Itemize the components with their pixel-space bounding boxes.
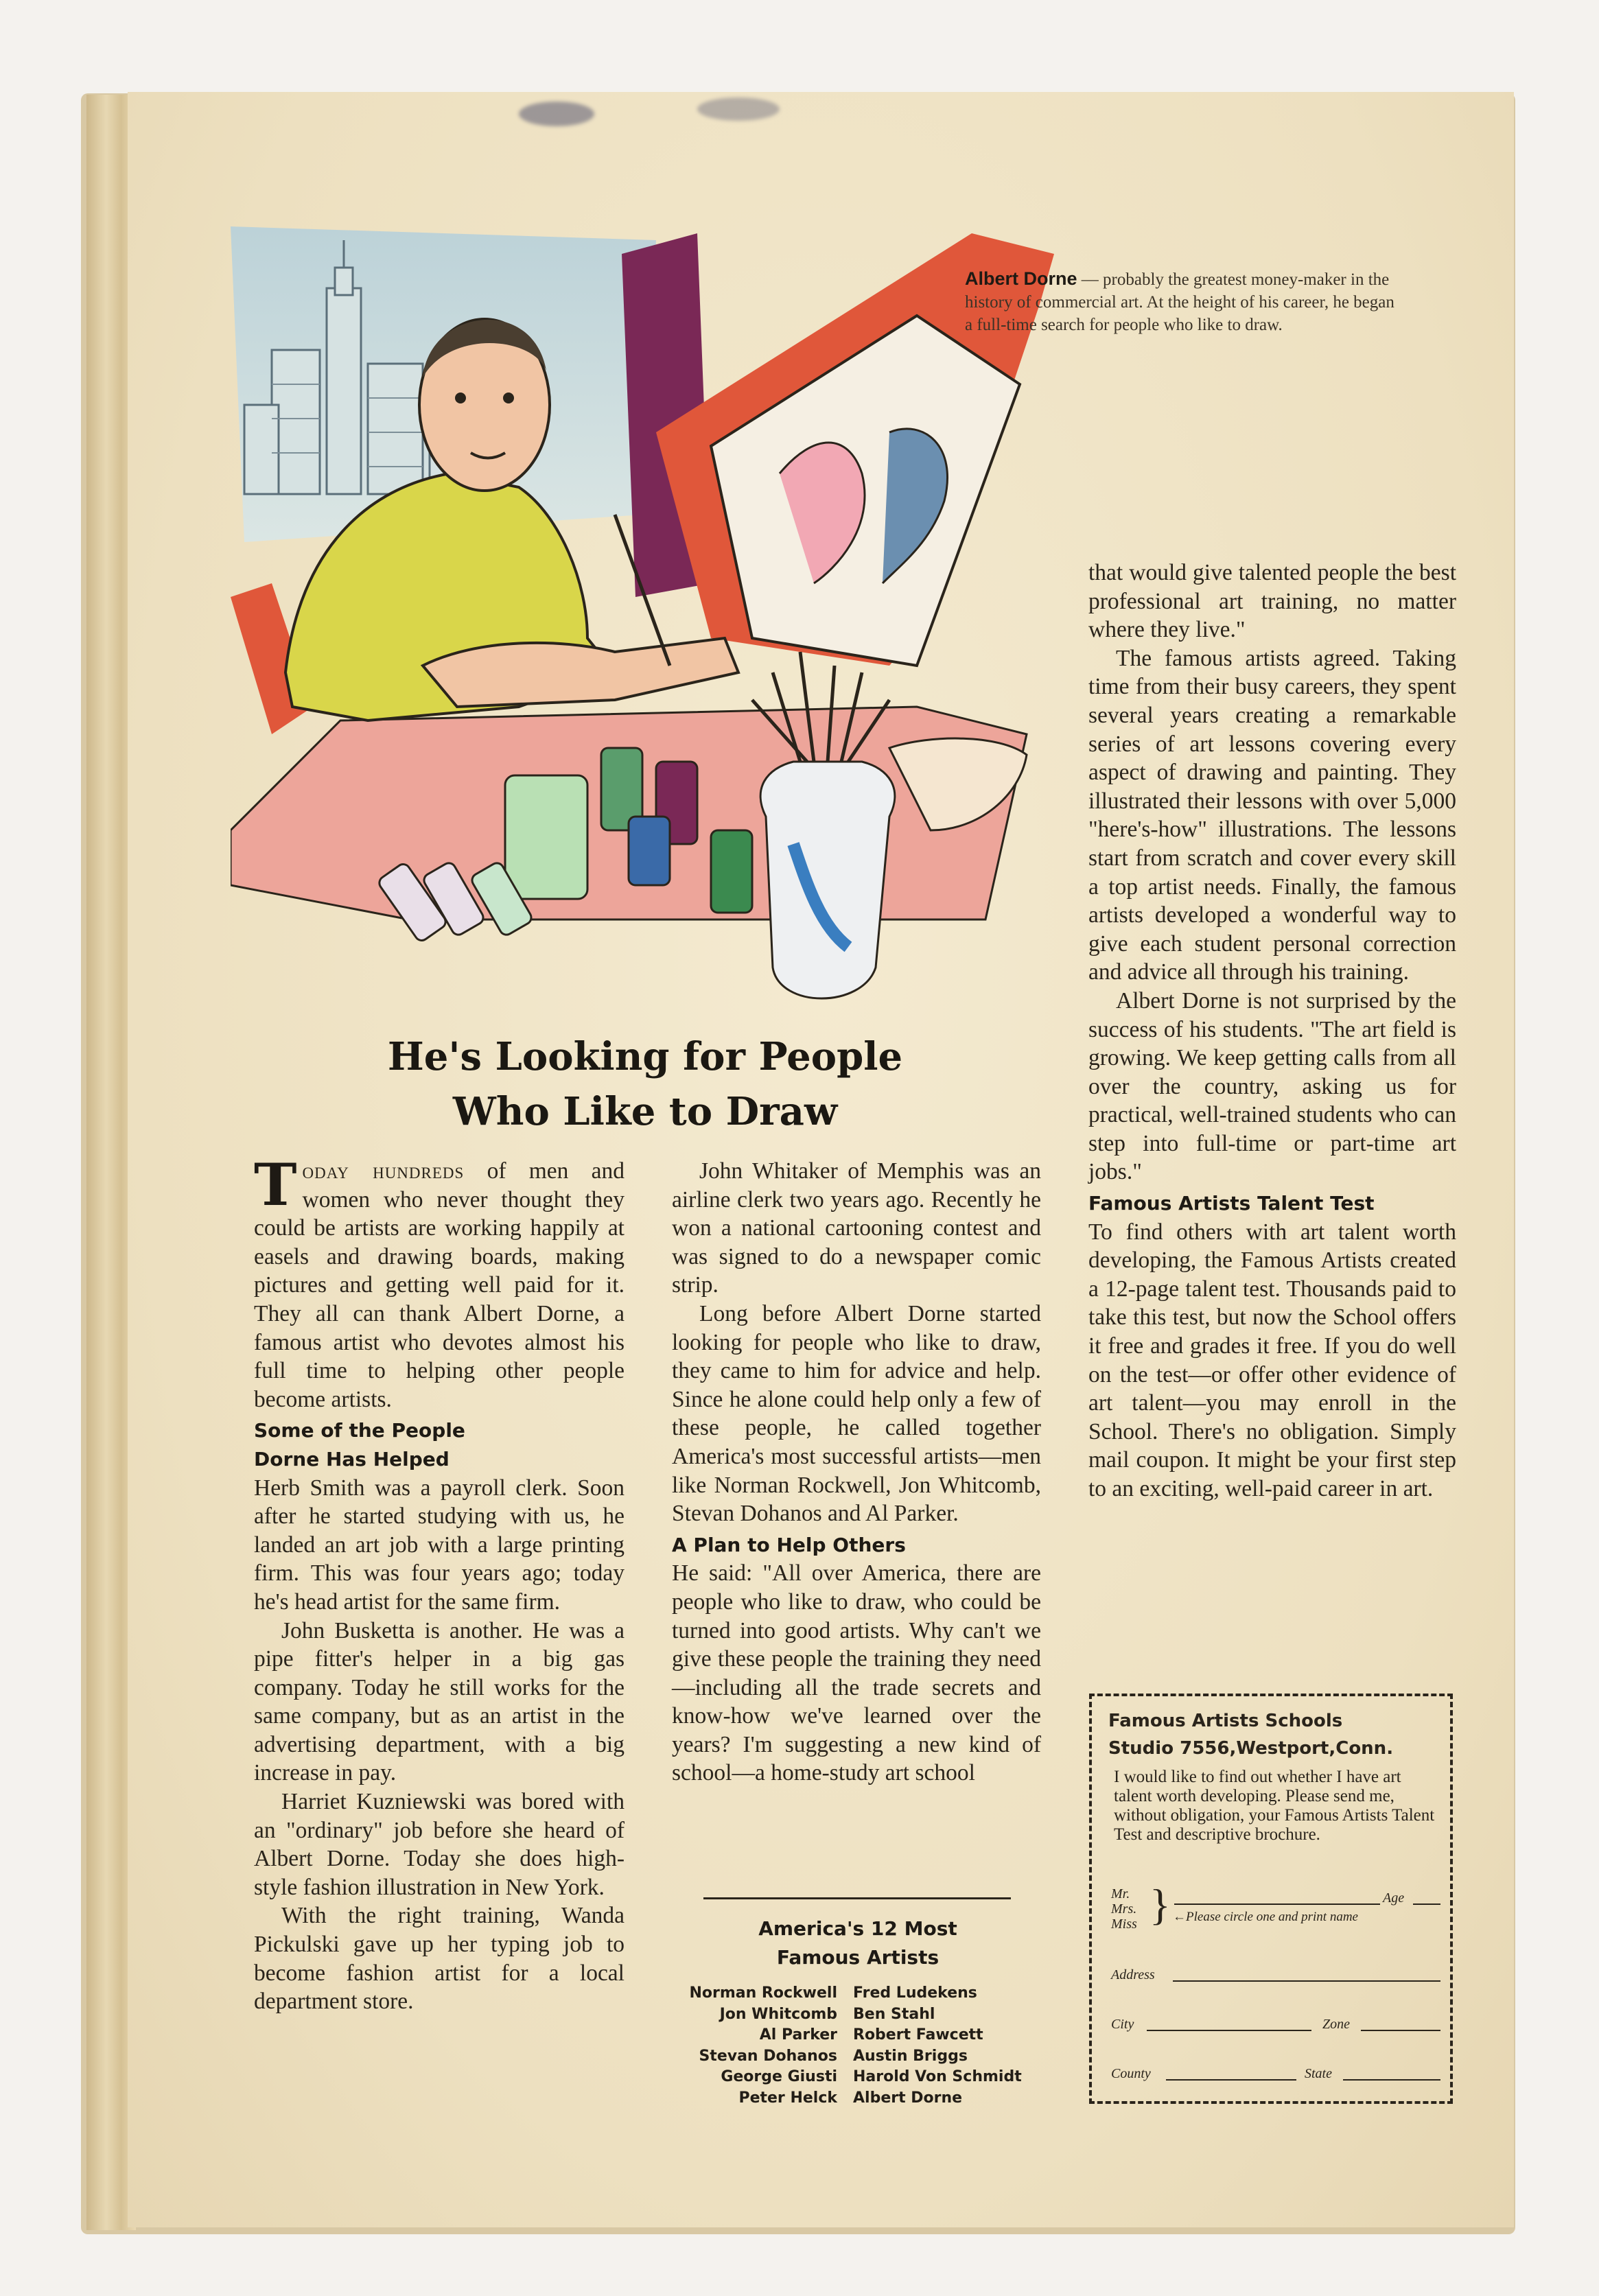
- paragraph: Long before Albert Dorne started looking for people who like to draw, they came to him for advice and help. Since he alone could help only a few of these people, he called together America's most successful artists—men like Norman Rockwell, Jon Whitcomb, Stevan Dohanos and Al Parker.: [672, 1300, 1041, 1527]
- paragraph: To find others with art talent worth developing, the Famous Artists created a 12-page talent test. Thousands paid to take this test, but now the School offers it free and grades it free. If you do well on the test—or offer other evidence of art talent—you may enroll in the School. There's no obligation. Simply mail coupon. It might be your first step to an exciting, well-paid career in art.: [1088, 1219, 1456, 1501]
- man-eye-right: [503, 393, 514, 403]
- article-column-3: [1088, 559, 1456, 1503]
- lead-paragraph: [254, 1151, 625, 1414]
- subhead-people-helped-2: Dorne Has Helped: [254, 1447, 450, 1471]
- subhead-talent-test: Famous Artists Talent Test: [1088, 1192, 1375, 1215]
- caption-name: Albert Dorne: [965, 268, 1077, 289]
- artist-name: Stevan Dohanos: [699, 2047, 837, 2065]
- lead-small-caps: oday hundreds: [302, 1158, 465, 1184]
- paragraph: Herb Smith was a payroll clerk. Soon after he started studying with us, he landed an art job with a large printing firm. This was four years ago; today he's head artist for the same firm.: [254, 1475, 625, 1615]
- caption-text: probably the greatest money-maker in the history of commercial art. At the height of his career, he began a full-time search for people who like to draw.: [965, 270, 1394, 334]
- drop-cap: T: [254, 1151, 297, 1219]
- paragraph: John Busketta is another. He was a pipe fitter's helper in a big gas company. Today he still works for the same company, but as an artist in the advertising department, with a big increase in pay.: [254, 1617, 625, 1786]
- coupon-label-state: State: [1305, 2066, 1332, 2081]
- brush-jar: [760, 762, 895, 998]
- state-field-line[interactable]: [1343, 2079, 1440, 2081]
- artist-name: Jon Whitcomb: [719, 2005, 837, 2023]
- brace-icon: }: [1149, 1880, 1171, 1929]
- lead-text: of men and women who never thought they could be artists are working happily at easels and drawing boards, making pictures and getting well paid for it. They all can thank Albert Dorne, a famous artist who devotes almost his full time to helping other people become artists.: [254, 1158, 625, 1412]
- coupon-circle-note: ←Please circle one and print name: [1173, 1910, 1358, 1924]
- coupon-label-county: County: [1111, 2066, 1151, 2081]
- article-column-1: [254, 1151, 625, 2016]
- address-field-line[interactable]: [1173, 1980, 1440, 1982]
- city-field-line[interactable]: [1147, 2030, 1311, 2031]
- artist-name: Fred Ludekens: [853, 1984, 977, 2002]
- artists-list-right: [853, 1983, 1022, 2109]
- subhead-plan: A Plan to Help Others: [672, 1533, 906, 1556]
- artist-name: Albert Dorne: [853, 2089, 963, 2107]
- subhead-people-helped-1: Some of the People: [254, 1419, 465, 1442]
- artists-title-line-1: America's 12 Most: [758, 1917, 957, 1940]
- coupon-request-text: I would like to find out whether I have art talent worth developing. Please send me, without obligation, your Famous Artists Talent Test and descriptive brochure.: [1114, 1768, 1435, 1844]
- coupon-school-name: [1108, 1707, 1393, 1762]
- ink-bottle-blue: [629, 817, 670, 885]
- paragraph: Harriet Kuzniewski was bored with an "ordinary" job before she heard of Albert Dorne. Today she does high-style fashion illustration in New York.: [254, 1789, 625, 1900]
- zone-field-line[interactable]: [1361, 2030, 1440, 2031]
- artists-list-left: [689, 1983, 837, 2109]
- stain-mark: [697, 97, 780, 121]
- artist-name: Norman Rockwell: [689, 1984, 837, 2002]
- artist-name: George Giusti: [721, 2068, 837, 2085]
- coupon-label-zone: Zone: [1322, 2017, 1350, 2032]
- coupon-line-1: Famous Artists Schools: [1108, 1711, 1343, 1731]
- artists-list-title: [673, 1914, 1043, 1972]
- name-field-line[interactable]: [1174, 1903, 1380, 1905]
- paragraph: He said: "All over America, there are people who like to draw, who could be turned into good artists. Why can't we give these people the training they need—including all the trade secrets and know-how we've learned over the years? I'm suggesting a new kind of school—a home-study art school: [672, 1560, 1041, 1786]
- coupon-label-mrs: Mrs.: [1111, 1901, 1137, 1917]
- artist-name: Peter Helck: [738, 2089, 837, 2107]
- ink-bottle-dark-green: [711, 830, 752, 913]
- artists-title-line-2: Famous Artists: [776, 1946, 939, 1969]
- man-eye-left: [455, 393, 466, 403]
- mail-coupon[interactable]: [1089, 1694, 1453, 2104]
- section-rule: [703, 1897, 1011, 1899]
- artist-name: Robert Fawcett: [853, 2026, 983, 2043]
- man-arm: [423, 638, 738, 707]
- county-field-line[interactable]: [1166, 2079, 1296, 2081]
- paragraph: With the right training, Wanda Pickulski gave up her typing job to become fashion artist for a local department store.: [254, 1903, 625, 2015]
- paragraph: John Whitaker of Memphis was an airline clerk two years ago. Recently he won a national cartooning contest and was signed to do a newspaper comic strip.: [672, 1158, 1041, 1298]
- stain-mark: [519, 102, 594, 126]
- coupon-label-city: City: [1111, 2017, 1134, 2032]
- artist-name: Ben Stahl: [853, 2005, 935, 2023]
- albert-dorne-illustration: [231, 226, 1116, 1033]
- article-column-2: [672, 1157, 1041, 1788]
- paragraph: The famous artists agreed. Taking time from their busy careers, they spent several years creating a remarkable series of art lessons covering every aspect of drawing and painting. They illustrated their lessons with over 5,000 "here's-how" illustrations. The lessons start from scratch and cover every skill a top artist needs. Finally, the famous artists developed a wonderful way to give each student personal correction and advice all through his training.: [1088, 645, 1456, 985]
- artist-name: Austin Briggs: [853, 2047, 968, 2065]
- illustration-caption: [965, 268, 1404, 336]
- article-headline: [295, 1029, 995, 1139]
- coupon-label-miss: Miss: [1111, 1917, 1137, 1932]
- coupon-label-age: Age: [1383, 1890, 1405, 1906]
- age-field-line[interactable]: [1413, 1903, 1440, 1905]
- coupon-label-mr: Mr.: [1111, 1886, 1130, 1901]
- caption-dash: —: [1077, 270, 1104, 289]
- headline-line-1: He's Looking for People: [387, 1034, 903, 1079]
- paragraph: Albert Dorne is not surprised by the success of his students. "The art field is growing. We keep getting calls from all over the country, asking us for practical, well-trained students who can step into full-time or part-time art jobs.": [1088, 987, 1456, 1185]
- coupon-label-address: Address: [1111, 1967, 1155, 1982]
- paint-jar-stack: [505, 775, 587, 899]
- coupon-line-2: Studio 7556,Westport,Conn.: [1108, 1738, 1394, 1759]
- paragraph: that would give talented people the best professional art training, no matter where they live.": [1088, 560, 1456, 643]
- artist-name: Al Parker: [759, 2026, 837, 2043]
- artist-name: Harold Von Schmidt: [853, 2068, 1022, 2085]
- headline-line-2: Who Like to Draw: [452, 1089, 838, 1134]
